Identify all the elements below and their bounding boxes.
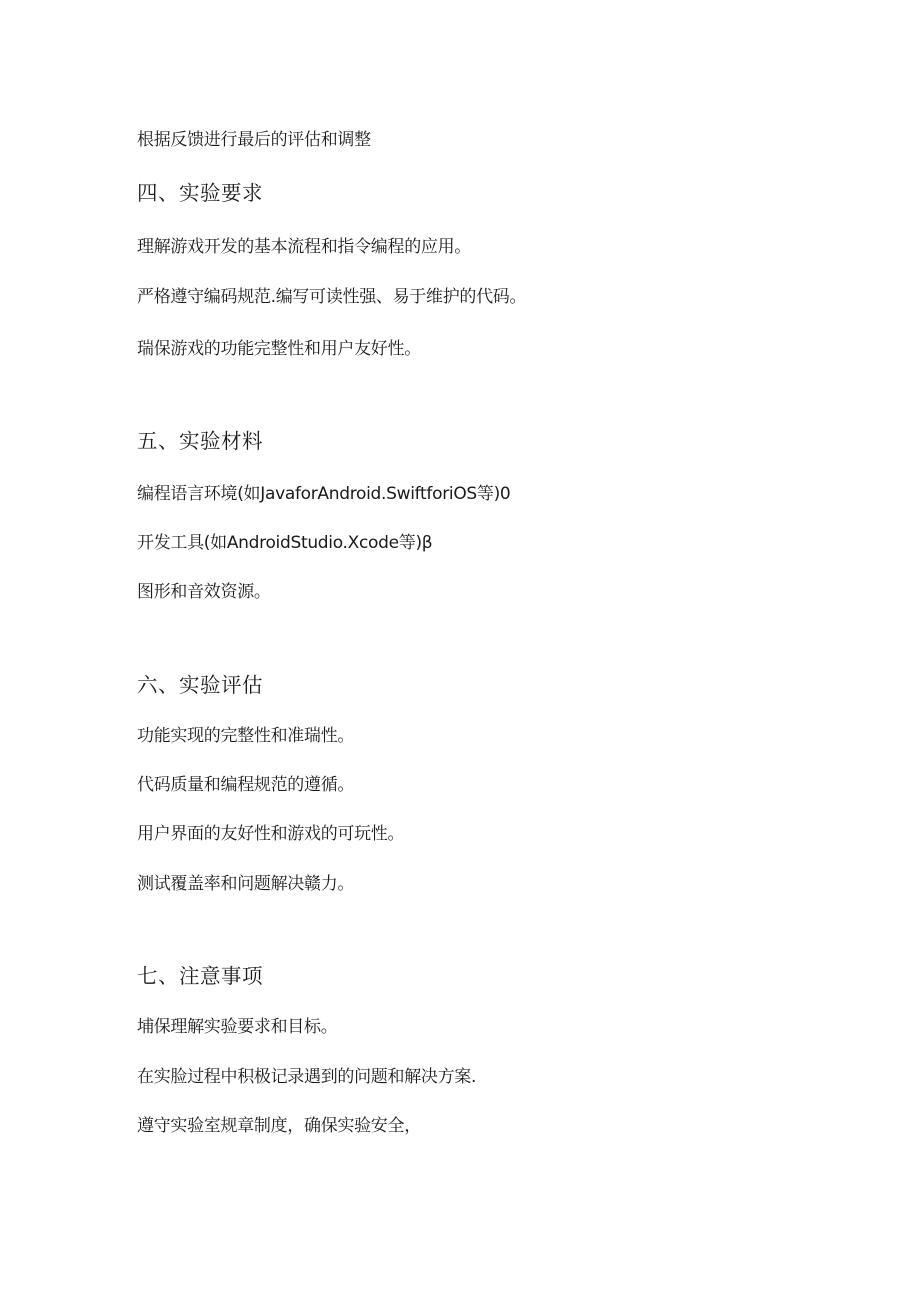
note-item: 埔保理解实验要求和目标。	[137, 1017, 338, 1037]
requirement-item: 严格遵守编码规范.编写可读性强、易于维护的代码。	[137, 287, 527, 307]
section-heading-materials: 五、实验材料	[137, 429, 263, 453]
requirement-item: 瑞保游戏的功能完整性和用户友好性。	[137, 339, 421, 359]
evaluation-item: 功能实现的完整性和准瑞性。	[137, 726, 355, 746]
requirement-item: 理解游戏开发的基本流程和指令编程的应用。	[137, 237, 471, 257]
note-item: 在实脸过程中积极记录遇到的问题和解决方案.	[137, 1067, 477, 1087]
evaluation-item: 用户界面的友好性和游戏的可玩性。	[137, 824, 405, 844]
section-heading-evaluation: 六、实验评估	[137, 673, 263, 697]
note-item: 遵守实验室规章制度，确保实验安全，	[137, 1116, 421, 1136]
material-item: 编程语言环境(如JavaforAndroid.SwiftforiOS等)0	[137, 484, 511, 504]
material-item: 开发工具(如AndroidStudio.Xcode等)β	[137, 533, 433, 553]
evaluation-item: 代码质量和编程规范的遵循。	[137, 775, 355, 795]
material-item: 图形和音效资源。	[137, 582, 271, 602]
evaluation-item: 测试覆盖率和问题解决赣力。	[137, 874, 355, 894]
section-heading-requirements: 四、实验要求	[137, 181, 263, 205]
intro-line: 根据反馈进行最后的评估和调整	[137, 130, 371, 150]
section-heading-notes: 七、注意事项	[137, 964, 263, 988]
